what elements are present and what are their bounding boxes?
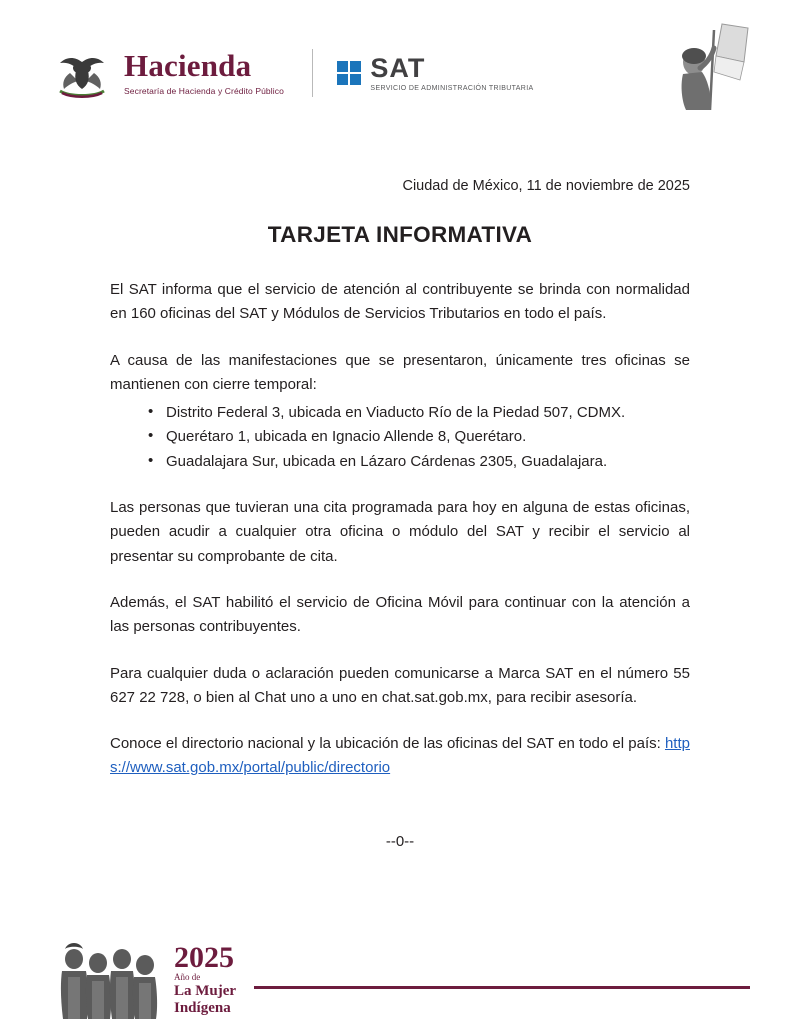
page-title: TARJETA INFORMATIVA — [267, 222, 533, 247]
footer-line2: La Mujer — [174, 982, 237, 999]
closed-offices-list — [110, 401, 690, 474]
paragraph-intro: El SAT informa que el servicio de atención al contribuyente se brinda con normalidad en 160 oficinas del SAT y Módulos de Servicios Tributarios en todo el país. — [110, 281, 690, 323]
paragraph-closures: A causa de las manifestaciones que se presentaron, únicamente tres oficinas se mantienen con cierre temporal: — [110, 351, 690, 393]
woman-with-flag-illustration-icon — [670, 22, 752, 110]
paragraph-directory — [110, 732, 690, 781]
list-item: • Querétaro 1, ubicada en Ignacio Allende 8, Querétaro. — [148, 425, 690, 449]
footer-line1: Año de — [174, 972, 201, 983]
document-header — [0, 0, 800, 130]
paragraph-contact: Para cualquier duda o aclaración pueden comunicarse a Marca SAT en el número 55 627 22 728, o bien al Chat uno a uno en chat.sat.gob.mx, para recibir asesoría. — [110, 664, 690, 706]
hacienda-subtitle: Secretaría de Hacienda y Crédito Público — [124, 85, 284, 96]
paragraph-appointments: Las personas que tuvieran una cita programada para hoy en alguna de estas oficinas, pueden acudir a cualquier otra oficina o módulo del SAT y recibir el servicio al presentar su comprobante de cita. — [110, 499, 690, 565]
mexican-eagle-emblem-icon — [50, 47, 114, 99]
footer-year: 2025 — [174, 940, 234, 974]
indigenous-women-illustration-icon — [52, 933, 164, 1019]
closing-mark: --0-- — [385, 832, 415, 850]
hacienda-title: Hacienda — [124, 48, 252, 84]
sat-logo — [337, 52, 534, 92]
directory-text: Conoce el directorio nacional y la ubicación de las oficinas del SAT en todo el país: — [110, 735, 665, 753]
footer-line3: Indígena — [174, 999, 231, 1016]
list-item: • Guadalajara Sur, ubicada en Lázaro Cárdenas 2305, Guadalajara. — [148, 450, 690, 474]
document-body — [0, 178, 800, 850]
sat-subtitle: SERVICIO DE ADMINISTRACIÓN TRIBUTARIA — [370, 84, 534, 92]
paragraph-mobile-office: Además, el SAT habilitó el servicio de Oficina Móvil para continuar con la atención a las personas contribuyentes. — [110, 593, 690, 636]
hacienda-wordmark — [124, 50, 284, 96]
footer-campaign-text — [174, 940, 237, 1017]
list-item: • Distrito Federal 3, ubicada en Viaducto Río de la Piedad 507, CDMX. — [148, 401, 690, 425]
sat-acronym: SAT — [370, 52, 426, 83]
sat-squares-icon — [337, 61, 362, 86]
document-footer — [0, 923, 800, 1035]
logo-divider — [312, 49, 313, 97]
directory-link[interactable]: https://www.sat.gob.mx/portal/public/directorio — [110, 735, 690, 777]
footer-rule — [254, 986, 750, 989]
document-date: Ciudad de México, 11 de noviembre de 2025 — [402, 178, 690, 194]
